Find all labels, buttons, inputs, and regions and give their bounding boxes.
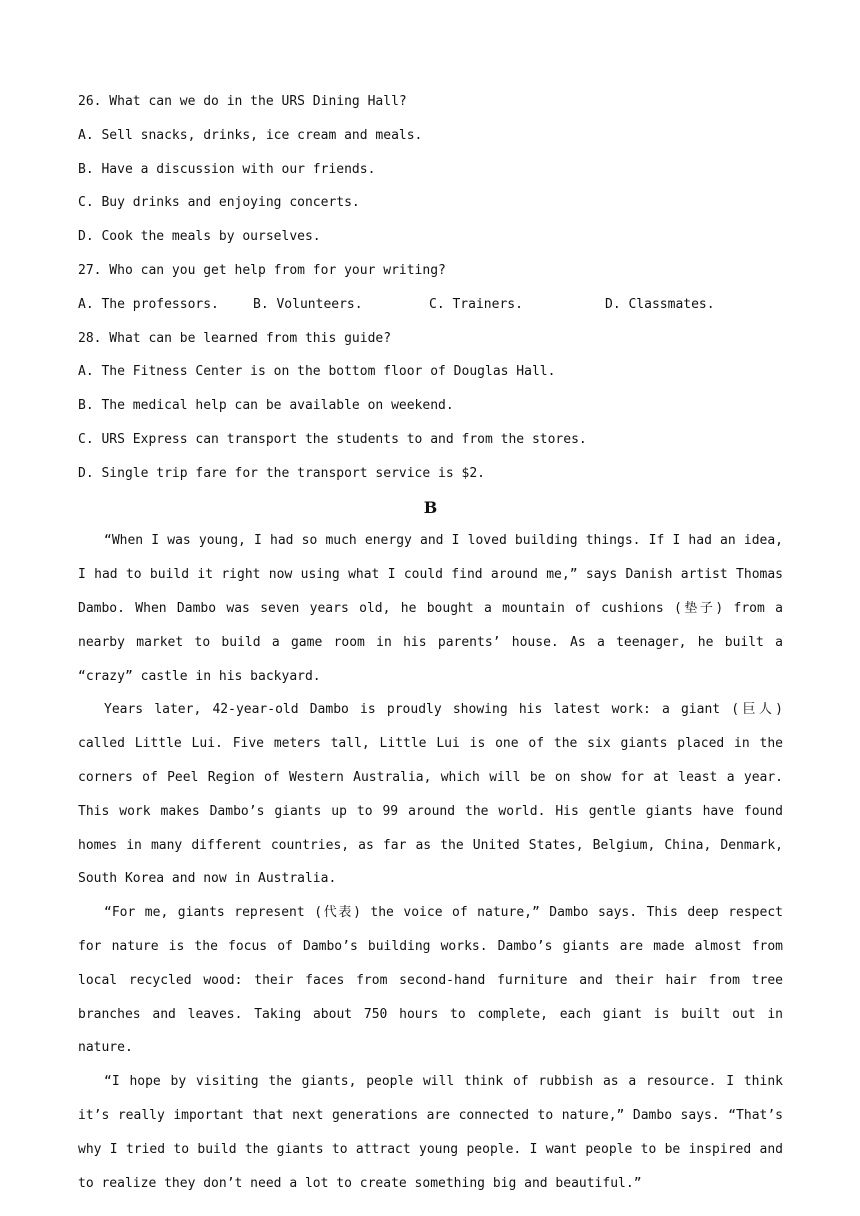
question-stem: 27. Who can you get help from for your writing? bbox=[78, 262, 446, 278]
passage-b bbox=[78, 524, 783, 1200]
option-b: B. Have a discussion with our friends. bbox=[78, 161, 376, 177]
paragraph: “When I was young, I had so much energy and I loved building things. If I had an idea, I had to build it right now using what I could find around me,” says Danish artist Thomas Dambo. When Dambo was seven years old, he bought a mountain of cushions (垫子) from a nearby market to build a game room in his parents’ house. As a teenager, he built a “crazy” castle in his backyard. bbox=[78, 533, 783, 684]
option-c: C. Trainers. bbox=[429, 296, 523, 312]
option-d: D. Classmates. bbox=[605, 296, 715, 312]
question-stem: 28. What can be learned from this guide? bbox=[78, 330, 392, 346]
option-a: A. The Fitness Center is on the bottom floor of Douglas Hall. bbox=[78, 364, 556, 380]
question-26 bbox=[78, 85, 783, 254]
document-page bbox=[78, 85, 783, 1200]
section-heading: B bbox=[423, 497, 438, 517]
option-d: D. Cook the meals by ourselves. bbox=[78, 229, 321, 245]
option-c: C. Buy drinks and enjoying concerts. bbox=[78, 195, 360, 211]
paragraph: “For me, giants represent (代表) the voice of nature,” Dambo says. This deep respect for nature is the focus of Dambo’s building works. Dambo’s giants are made almost from local recycled wood: their faces from second-hand furniture and their hair from tree branches and leaves. Taking about 750 hours to complete, each giant is built out in nature. bbox=[78, 905, 783, 1056]
paragraph: Years later, 42-year-old Dambo is proudly showing his latest work: a giant (巨人) called Little Lui. Five meters tall, Little Lui is one of the six giants placed in the corners of Peel Region of Western Australia, which will be on show for at least a year. This work makes Dambo’s giants up to 99 around the world. His gentle giants have found homes in many different countries, as far as the United States, Belgium, China, Denmark, South Korea and now in Australia. bbox=[78, 702, 783, 887]
option-a: A. Sell snacks, drinks, ice cream and meals. bbox=[78, 127, 423, 143]
paragraph: “I hope by visiting the giants, people will think of rubbish as a resource. I think it’s really important that next generations are connected to nature,” Dambo says. “That’s why I tried to build the giants to attract young people. I want people to be inspired and to realize they don’t need a lot to create something big and beautiful.” bbox=[78, 1074, 783, 1191]
option-b: B. Volunteers. bbox=[253, 296, 363, 312]
option-d: D. Single trip fare for the transport service is $2. bbox=[78, 465, 485, 481]
question-27 bbox=[78, 254, 783, 322]
options-row bbox=[78, 288, 783, 322]
option-b: B. The medical help can be available on weekend. bbox=[78, 398, 454, 414]
option-a: A. The professors. bbox=[78, 296, 219, 312]
question-28 bbox=[78, 322, 783, 491]
question-stem: 26. What can we do in the URS Dining Hall? bbox=[78, 94, 407, 109]
option-c: C. URS Express can transport the students to and from the stores. bbox=[78, 431, 587, 447]
